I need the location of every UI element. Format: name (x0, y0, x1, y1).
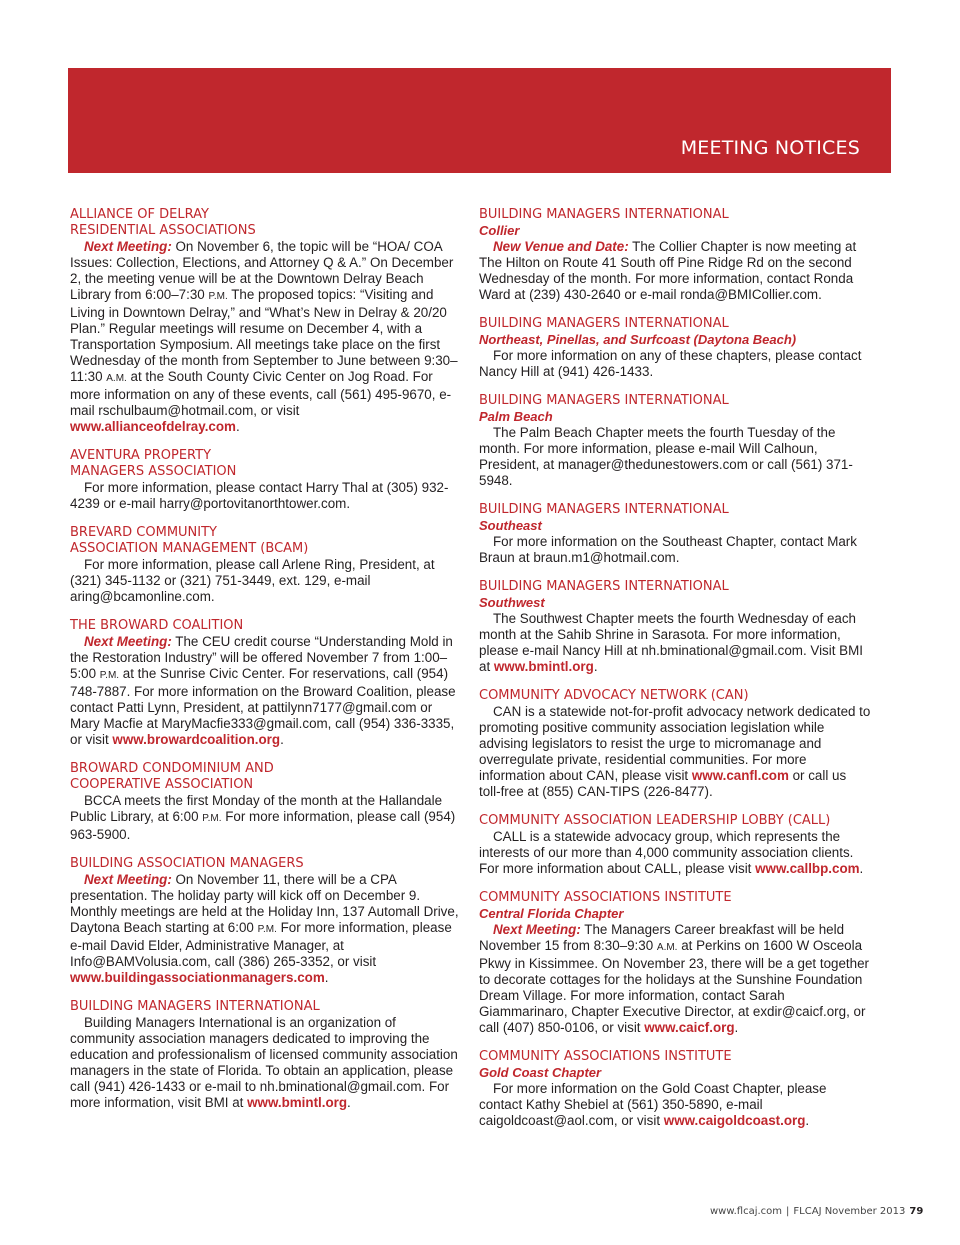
notice-bcca (70, 761, 462, 843)
footer-site: www.flcaj.com (710, 1206, 783, 1217)
website-link[interactable]: www.browardcoalition.org (112, 732, 281, 747)
notice-heading: BUILDING MANAGERS INTERNATIONAL (479, 316, 729, 331)
footer-publication: FLCAJ November 2013 (793, 1206, 906, 1217)
notice-heading: BUILDING MANAGERS INTERNATIONAL (70, 999, 320, 1014)
notice-heading: BUILDING MANAGERS INTERNATIONAL (479, 207, 729, 222)
chapter-name: Northeast, Pinellas, and Surfcoast (Daytona Beach) (479, 332, 797, 347)
time-suffix: A.M. (656, 942, 678, 953)
notice-bmi-northeast (479, 316, 871, 380)
next-meeting-label: Next Meeting: (493, 922, 581, 937)
next-meeting-label: Next Meeting: (84, 239, 172, 254)
body-text: The Collier Chapter is now meeting at The Hilton on Route 41 South off Pine Ridge Rd on the second Wednesday of the month. For more information, contact Ronda Ward at (239) 430-2640 or e-mail ronda@BMICollier.com. (479, 239, 857, 302)
notice-body (479, 922, 871, 1036)
body-text: For more information, please call (954) 963-5900. (70, 809, 456, 842)
body-text: BCCA meets the first Monday of the month at the Hallandale Public Library, at 6:00 (70, 793, 443, 824)
body-text: at Perkins on 1600 W Osceola Pkwy in Kissimmee. On November 23, there will be a get together to decorate cottages for the holidays at the Sunshine Foundation Dream Village. For more information, contact Sarah Giammarinaro, Chapter Executive Director, at exdir@caicf.org, or call (407) 850-0106, or visit (479, 938, 869, 1035)
next-meeting-label: Next Meeting: (84, 872, 172, 887)
chapter-name: Palm Beach (479, 409, 553, 424)
notice-bmi-general (70, 999, 462, 1111)
notice-body (479, 829, 871, 877)
notice-heading: BUILDING MANAGERS INTERNATIONAL (479, 393, 729, 408)
body-text: . (805, 1113, 810, 1128)
body-text: The Managers Career breakfast will be held November 15 from 8:30–9:30 (479, 922, 845, 953)
body-text: . (280, 732, 284, 747)
notice-bmi-collier (479, 207, 871, 303)
notice-heading: BUILDING ASSOCIATION MANAGERS (70, 856, 304, 871)
notice-alliance-of-delray (70, 207, 462, 435)
right-column (479, 207, 871, 1142)
section-banner (68, 68, 891, 173)
notice-aventura (70, 448, 462, 512)
time-suffix: P.M. (99, 670, 120, 681)
website-link[interactable]: www.buildingassociationmanagers.com (70, 970, 325, 985)
chapter-name: Central Florida Chapter (479, 906, 624, 921)
notice-heading: COMMUNITY ASSOCIATIONS INSTITUTE (479, 1049, 732, 1064)
notice-bmi-southeast (479, 502, 871, 566)
time-suffix: P.M. (202, 813, 222, 824)
notice-heading: THE BROWARD COALITION (70, 618, 244, 633)
notice-body (70, 793, 462, 843)
chapter-name: Southwest (479, 595, 545, 610)
notice-building-association-managers (70, 856, 462, 986)
website-link[interactable]: www.allianceofdelray.com (70, 419, 236, 434)
notice-bmi-palm-beach (479, 393, 871, 489)
body-text: . (593, 659, 598, 674)
notice-body (479, 704, 871, 800)
notice-body (70, 634, 462, 748)
notice-can (479, 688, 871, 800)
notice-cai-gold-coast (479, 1049, 871, 1129)
notice-body (479, 239, 871, 303)
body-text: . (235, 419, 240, 434)
notice-call (479, 813, 871, 877)
notice-body: For more information on the Southeast Chapter, contact Mark Braun at braun.m1@hotmail.com. (479, 534, 857, 565)
website-link[interactable]: www.bmintl.org (247, 1095, 348, 1110)
footer-separator: | (786, 1206, 790, 1217)
notice-body (70, 872, 462, 986)
page-number: 79 (909, 1206, 924, 1217)
time-suffix: A.M. (106, 373, 127, 384)
notice-heading: BROWARD CONDOMINIUM AND COOPERATIVE ASSOCIATION (70, 761, 274, 792)
body-text: CAN is a statewide not-for-profit advocacy network dedicated to promoting positive community association legislation while advising legislators to resist the urge to micromanage and overregulate private, residential communities. For more information about CAN, please visit (479, 704, 871, 783)
next-meeting-label: Next Meeting: (84, 634, 172, 649)
time-suffix: P.M. (208, 291, 228, 302)
body-text: at the South County Civic Center on Jog Road. For more information on any of these events, call (561) 495-9670, e-mail rschulbaum@hotmail.com, or visit (70, 369, 452, 418)
chapter-name: Gold Coast Chapter (479, 1065, 602, 1080)
notice-body (479, 611, 871, 675)
notice-body: For more information, please call Arlene Ring, President, at (321) 345-1132 or (321) 751-3449, ext. 129, e-mail aring@bcamonline.com. (70, 557, 435, 604)
body-text: On November 6, the topic will be “HOA/ COA Issues: Collection, Elections, and Attorney Q & A.” On December 2, the meeting venue will be at the Downtown Delray Beach Library from 6:00–7:30 (70, 239, 454, 302)
notice-broward-coalition (70, 618, 462, 748)
body-text: at the Sunrise Civic Center. For reservations, call (954) 748-7887. For more information on the Broward Coalition, please contact Patti Lynn, President, at pattilynn7177@gmail.com or Mary Macfie at MaryMacfie333@gmail.com, call (954) 336-3335, or visit (70, 666, 456, 747)
body-text: . (324, 970, 329, 985)
left-column (70, 207, 462, 1124)
website-link[interactable]: www.bmintl.org (493, 659, 594, 674)
notice-brevard (70, 525, 462, 605)
notice-heading: BUILDING MANAGERS INTERNATIONAL (479, 502, 729, 517)
body-text: The Southwest Chapter meets the fourth Wednesday of each month at the Sahib Shrine in Sarasota. For more information, please e-mail Nancy Hill at nh.bminational@gmail.com. Visit BMI at (479, 611, 863, 674)
notice-heading: BREVARD COMMUNITY ASSOCIATION MANAGEMENT (BCAM) (70, 525, 309, 556)
website-link[interactable]: www.caicf.org (644, 1020, 735, 1035)
body-text: . (859, 861, 864, 876)
website-link[interactable]: www.callbp.com (755, 861, 860, 876)
notice-heading: COMMUNITY ADVOCACY NETWORK (CAN) (479, 688, 749, 703)
notice-body (70, 1015, 462, 1111)
website-link[interactable]: www.caigoldcoast.org (663, 1113, 806, 1128)
notice-body (479, 1081, 871, 1129)
notice-heading: ALLIANCE OF DELRAY RESIDENTIAL ASSOCIATIONS (70, 207, 256, 238)
new-venue-label: New Venue and Date: (493, 239, 629, 254)
notice-heading: COMMUNITY ASSOCIATION LEADERSHIP LOBBY (CALL) (479, 813, 831, 828)
notice-cai-central-florida (479, 890, 871, 1036)
chapter-name: Collier (479, 223, 520, 238)
notice-heading: COMMUNITY ASSOCIATIONS INSTITUTE (479, 890, 732, 905)
notice-body: For more information on any of these chapters, please contact Nancy Hill at (941) 426-1433. (479, 348, 862, 379)
body-text: The proposed topics: “Visiting and Living in Downtown Delray,” and “What’s New in Delray & 20/20 Plan.” Regular meetings will resume on December 4, with a Transportation Symposium. All meetings take place on the first Wednesday of the month from September to June between 9:30–11:30 (70, 287, 458, 384)
body-text: On November 11, there will be a CPA presentation. The holiday party will kick off on December 9. Monthly meetings are held at the Holiday Inn, 137 Automall Drive, Daytona Beach starting at 6:00 (70, 872, 459, 935)
body-text: Building Managers International is an organization of community association managers dedicated to improving the education and professionalism of licensed community association managers in the state of Florida. To obtain an application, please call (941) 426-1433 or e-mail to nh.bminational@gmail.com. For more information, visit BMI at (70, 1015, 458, 1110)
notice-body (70, 239, 462, 435)
time-suffix: P.M. (257, 924, 277, 935)
website-link[interactable]: www.canfl.com (691, 768, 789, 783)
chapter-name: Southeast (479, 518, 542, 533)
notice-bmi-southwest (479, 579, 871, 675)
notice-body: The Palm Beach Chapter meets the fourth Tuesday of the month. For more information, please e-mail Will Calhoun, President, at manager@thedunestowers.com or call (561) 371-5948. (479, 425, 853, 488)
notice-body: For more information, please contact Harry Thal at (305) 932-4239 or e-mail harry@portovitanorthtower.com. (70, 480, 449, 511)
page-footer (710, 1206, 923, 1217)
body-text: The CEU credit course “Understanding Mold in the Restoration Industry” will be offered November 7 from 1:00–5:00 (70, 634, 453, 681)
body-text: For more information on the Gold Coast Chapter, please contact Kathy Shebiel at (561) 350-5890, e-mail caigoldcoast@aol.com, or visit (479, 1081, 827, 1128)
body-text: . (347, 1095, 351, 1110)
body-text: or call us toll-free at (855) CAN-TIPS (226-8477). (479, 768, 847, 799)
section-title: MEETING NOTICES (680, 137, 860, 159)
body-text: CALL is a statewide advocacy group, which represents the interests of our more than 4,000 community association clients. For more information about CALL, please visit (479, 829, 854, 876)
notice-heading: AVENTURA PROPERTY MANAGERS ASSOCIATION (70, 448, 237, 479)
body-text: For more information, please e-mail David Elder, Administrative Manager, at Info@BAMVolusia.com, call (386) 265-3352, or visit (70, 920, 452, 969)
body-text: . (734, 1020, 739, 1035)
notice-heading: BUILDING MANAGERS INTERNATIONAL (479, 579, 729, 594)
